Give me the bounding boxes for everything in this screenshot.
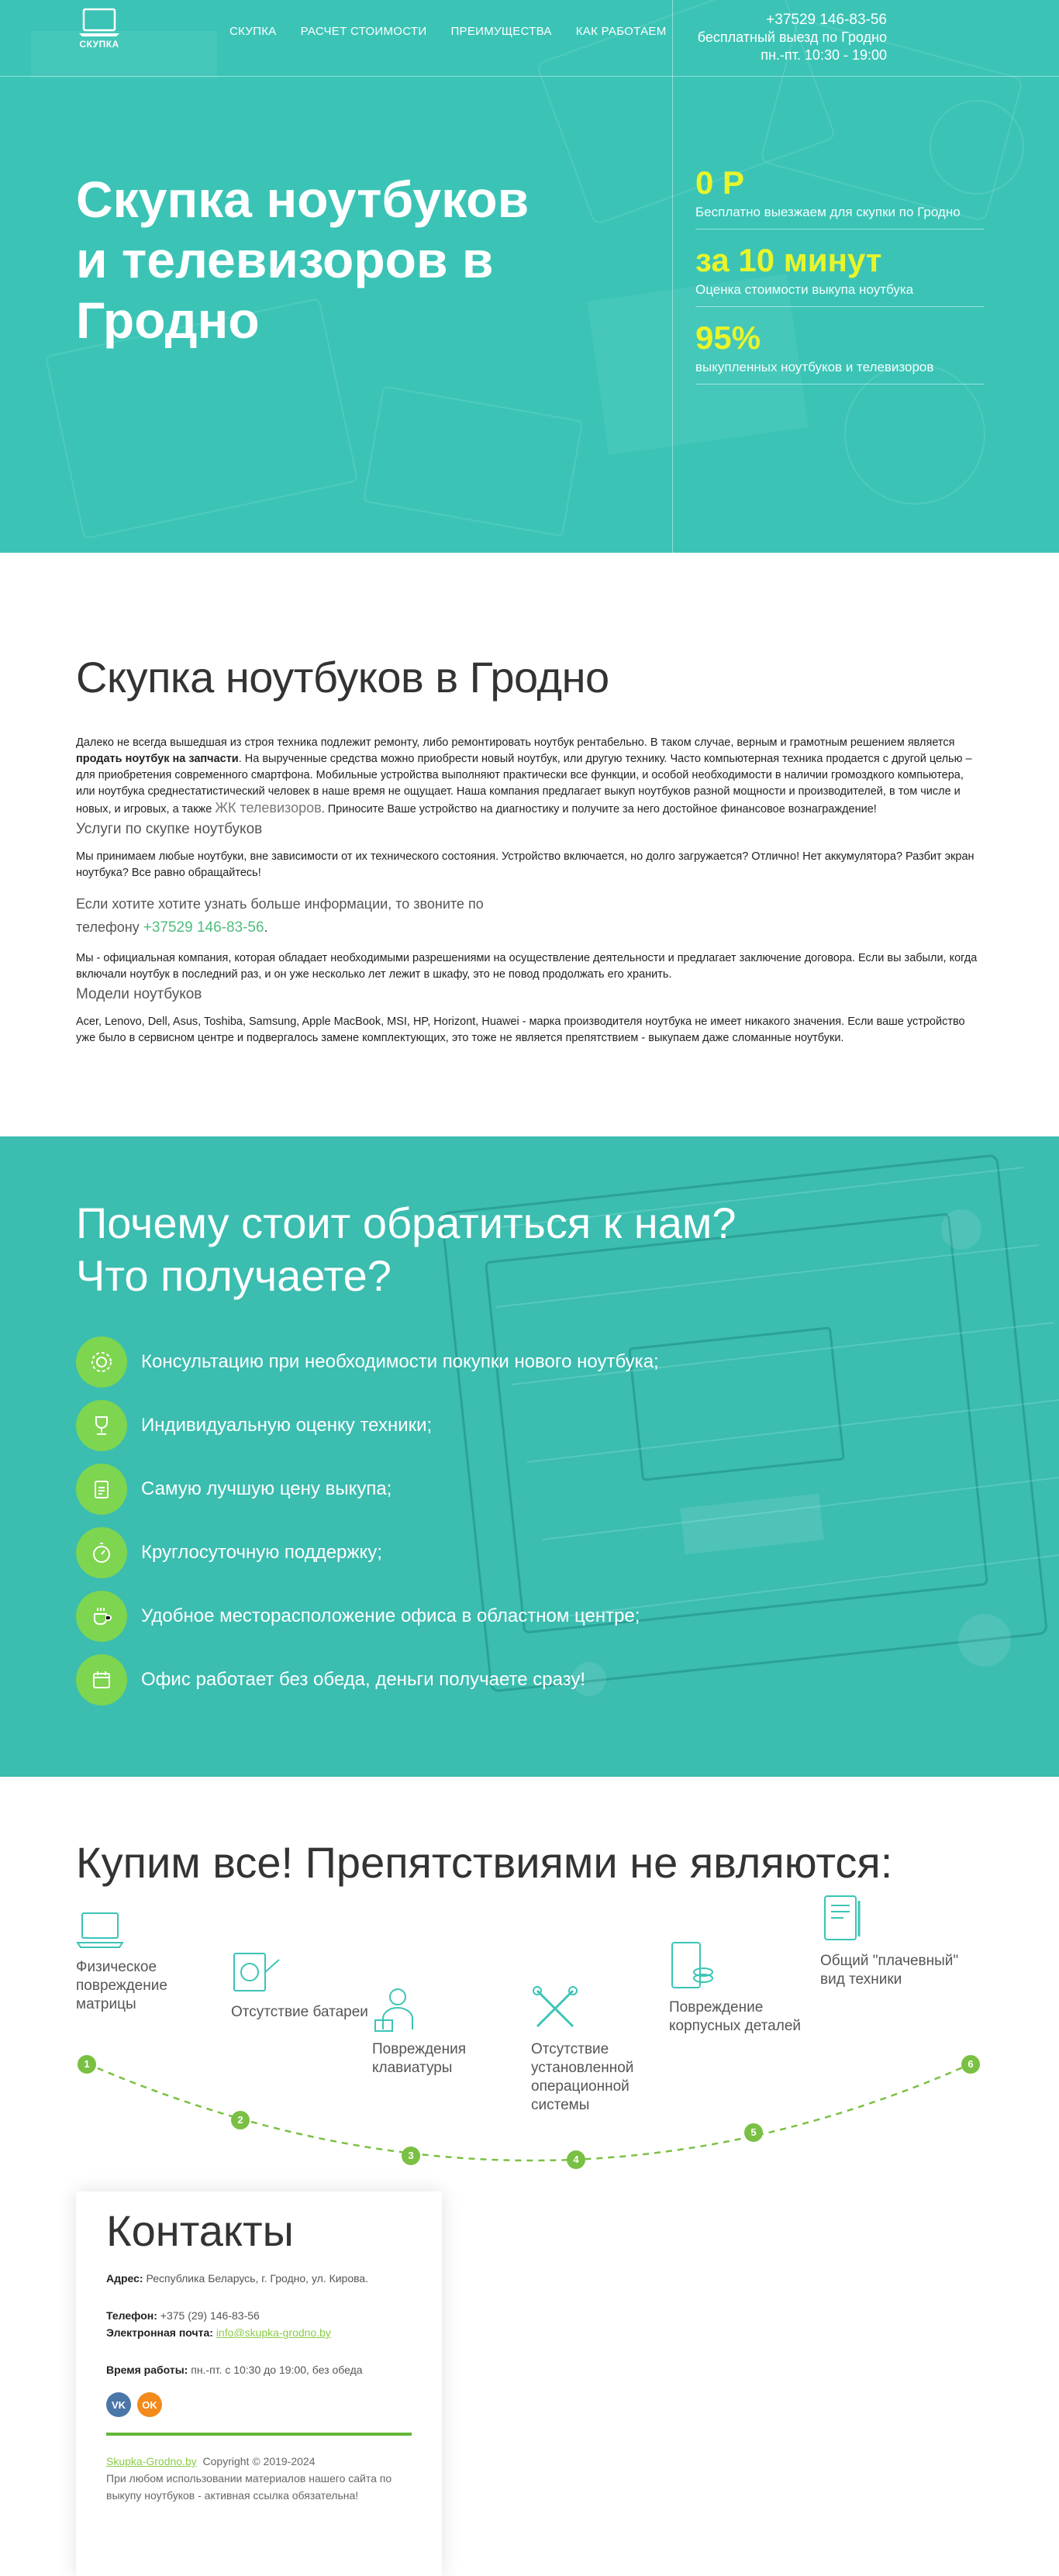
stat-value: за 10 минут	[695, 242, 882, 278]
step-number: 5	[744, 2123, 763, 2142]
hero-divider-horizontal	[0, 76, 1059, 77]
nav-link-skupka[interactable]: СКУПКА	[229, 25, 277, 38]
why-item-text: Самую лучшую цену выкупа;	[141, 1478, 392, 1499]
obstacle-text: Физическое повреждение матрицы	[76, 1959, 167, 2012]
step-number: 3	[402, 2147, 420, 2165]
about-call-suffix: .	[264, 919, 268, 935]
why-item-consultation	[76, 1330, 659, 1394]
header-hours-text: пн.-пт. 10:30 - 19:00	[761, 47, 887, 63]
contacts-email-link[interactable]: info@skupka-grodno.by	[216, 2326, 331, 2339]
why-item-text: Офис работает без обеда, деньги получаете сразу!	[141, 1669, 586, 1690]
hero-title-line-3: Гродно	[76, 291, 260, 349]
obstacle-matrix	[76, 1910, 219, 2014]
contacts-email	[106, 2324, 412, 2341]
contacts-phone	[106, 2307, 412, 2324]
gear-icon	[76, 1336, 127, 1388]
obstacle-text: Повреждение корпусных деталей	[669, 1999, 802, 2034]
stat-value: 0 Р	[695, 164, 745, 201]
copyright-note: При любом использовании материалов нашего сайта по выкупу ноутбуков - активная ссылка обязательна!	[106, 2472, 392, 2502]
about-call-prefix: Если хотите хотите узнать больше информации, то звоните по телефону	[76, 896, 484, 935]
hero-title	[76, 169, 634, 350]
why-section	[0, 1136, 1059, 1777]
header-visit-text: бесплатный выезд по Гродно	[697, 29, 887, 45]
step-number: 2	[231, 2111, 250, 2129]
contacts-divider	[106, 2433, 412, 2436]
odnoklassniki-icon[interactable]: OK	[137, 2392, 162, 2417]
nav-link-price[interactable]: РАСЧЕТ СТОИМОСТИ	[300, 25, 427, 38]
stat-bought-percent	[695, 318, 984, 385]
about-title: Скупка ноутбуков в Гродно	[76, 653, 609, 702]
about-text: . Приносите Ваше устройство на диагностику и получите за него достойное финансовое вознаграждение!	[321, 803, 877, 816]
hero-title-line-2: и телевизоров в	[76, 231, 494, 288]
email-label: Электронная почта:	[106, 2326, 213, 2339]
why-title-line-2: Что получаете?	[76, 1251, 392, 1300]
step-number: 4	[567, 2150, 585, 2169]
obstacles-section	[0, 1777, 1059, 2191]
hero-divider-vertical	[672, 0, 673, 553]
copyright-text: Copyright © 2019-2024	[202, 2455, 316, 2467]
about-paragraph-3: Мы - официальная компания, которая обладает необходимыми разрешениями на осуществление деятельности и предлагает заключение договора. Если вы забыли, когда включали ноутбук в последний раз, и он уже несколько лет лежит в шкафу, это не повод продолжать его хранить.	[76, 952, 978, 981]
contacts-phone-link[interactable]: +375 (29) 146-83-56	[160, 2309, 260, 2322]
contacts-address	[106, 2270, 412, 2287]
stat-text: выкупленных ноутбуков и телевизоров	[695, 360, 934, 374]
stat-text: Бесплатно выезжаем для скупки по Гродно	[695, 205, 961, 219]
obstacles-title: Купим все! Препятствиями не являются:	[76, 1838, 893, 1887]
about-models-list: Acer, Lenovo, Dell, Asus, Toshiba, Samsung, Apple MacBook, MSI, HP, Horizont, Huawei	[76, 1016, 519, 1028]
about-paragraph-2: Мы принимаем любые ноутбуки, вне зависимости от их технического состояния. Устройство включается, но долго загружается? Отлично! Нет аккумулятора? Разбит экран ноутбука? Все равно обращайтесь!	[76, 850, 974, 879]
calendar-icon	[76, 1654, 127, 1705]
tools-icon	[531, 1985, 579, 2033]
vk-icon[interactable]: VK	[106, 2392, 131, 2417]
why-item-text: Индивидуальную оценку техники;	[141, 1415, 433, 1436]
site-logo[interactable]	[76, 8, 122, 50]
about-text: . На вырученные средства можно приобрести новый ноутбук, или другую технику. Часто компьютерная техника продается с другой целью – для приобретения современного смартфона. Мобильные устройства выполняют практически все функции, и особой необходимости в наличии громоздкого компьютера, или ноутбука среднестатистический человек в наше время не ощущает. Наша компания предлагает выкуп ноутбуков разной мощности и производителей, в том числе и новых, и игровых, а также	[76, 753, 972, 816]
about-subtitle-models: Модели ноутбуков	[76, 986, 202, 1002]
hours-label: Время работы:	[106, 2364, 188, 2376]
laptop-icon	[76, 1910, 124, 1950]
why-item-text: Удобное месторасположение офиса в областном центре;	[141, 1605, 640, 1626]
obstacle-text: Общий "плачевный" вид техники	[820, 1953, 959, 1988]
why-list	[76, 1330, 659, 1712]
why-item-evaluation	[76, 1394, 659, 1457]
hero-section	[0, 0, 1059, 553]
why-item-location	[76, 1585, 659, 1648]
about-text: - марка производителя ноутбука не имеет никакого значения. Если ваше устройство уже было в сервисном центре и подвергалось замене комплектующих, это тоже не является препятствием - выкупаем даже сломанные ноутбуки.	[76, 1016, 965, 1044]
obstacle-body	[669, 1940, 812, 2036]
stat-value: 95%	[695, 319, 761, 356]
coffee-icon	[76, 1591, 127, 1642]
about-paragraph-1	[76, 735, 983, 818]
contacts-card	[76, 2191, 442, 2576]
document-icon	[820, 1893, 870, 1944]
main-nav	[229, 25, 667, 38]
stat-free-visit	[695, 163, 984, 229]
step-number: 1	[78, 2055, 96, 2074]
trophy-icon	[76, 1400, 127, 1451]
why-title	[76, 1197, 736, 1302]
obstacle-text: Отсутствие установленной операционной системы	[531, 2041, 634, 2113]
obstacle-battery	[231, 1949, 374, 2022]
site-link[interactable]: Skupka-Grodno.by	[106, 2455, 197, 2467]
why-item-text: Круглосуточную поддержку;	[141, 1542, 382, 1563]
copyright-block	[106, 2453, 412, 2504]
contacts-section	[0, 2191, 1059, 2576]
about-phone-link[interactable]: +37529 146-83-56	[143, 919, 264, 936]
nav-link-how-we-work[interactable]: КАК РАБОТАЕМ	[575, 25, 667, 38]
clipboard-icon	[76, 1464, 127, 1515]
why-item-no-lunch	[76, 1648, 659, 1712]
why-item-text: Консультацию при необходимости покупки нового ноутбука;	[141, 1351, 659, 1372]
contacts-title: Контакты	[106, 2206, 294, 2255]
obstacle-text: Повреждения клавиатуры	[372, 2041, 466, 2076]
logo-text: СКУПКА	[79, 39, 119, 50]
about-bold-text: продать ноутбук на запчасти	[76, 753, 239, 765]
stopwatch-icon	[76, 1527, 127, 1578]
tv-link[interactable]: ЖК телевизоров	[215, 800, 322, 816]
why-item-support	[76, 1521, 659, 1585]
hours-value: пн.-пт. с 10:30 до 19:00, без обеда	[191, 2364, 363, 2376]
obstacle-keyboard	[372, 1985, 516, 2078]
stat-text: Оценка стоимости выкупа ноутбука	[695, 282, 914, 297]
why-title-line-1: Почему стоит обратиться к нам?	[76, 1198, 736, 1247]
about-call-text	[76, 892, 510, 940]
hero-title-line-1: Скупка ноутбуков	[76, 171, 530, 228]
social-links	[106, 2392, 412, 2417]
phone-label: Телефон:	[106, 2309, 157, 2322]
about-subtitle-services: Услуги по скупке ноутбуков	[76, 821, 263, 837]
about-section	[0, 553, 1059, 1136]
obstacle-text: Отсутствие батареи	[231, 2004, 368, 2020]
address-value: Республика Беларусь, г. Гродно, ул. Кирова.	[146, 2272, 369, 2285]
about-text: Далеко не всегда вышедшая из строя техника подлежит ремонту, либо ремонтировать ноутбук рентабельно. В таком случае, верным и грамотным решением является	[76, 736, 955, 749]
header-contacts	[698, 11, 887, 64]
header-phone-link[interactable]: +37529 146-83-56	[766, 12, 887, 28]
battery-icon	[231, 1949, 282, 1995]
about-paragraph-4	[76, 1014, 983, 1047]
contacts-hours	[106, 2361, 412, 2378]
address-label: Адрес:	[106, 2272, 143, 2285]
step-number: 6	[961, 2055, 980, 2074]
hero-stats	[695, 163, 984, 395]
nav-link-advantages[interactable]: ПРЕИМУЩЕСТВА	[450, 25, 552, 38]
stat-evaluation-time	[695, 240, 984, 307]
laptop-logo-icon	[78, 8, 121, 37]
why-item-best-price	[76, 1457, 659, 1521]
repairman-icon	[372, 1985, 423, 2033]
obstacle-appearance	[820, 1893, 964, 1989]
coins-icon	[669, 1940, 716, 1991]
obstacle-os	[531, 1985, 674, 2115]
